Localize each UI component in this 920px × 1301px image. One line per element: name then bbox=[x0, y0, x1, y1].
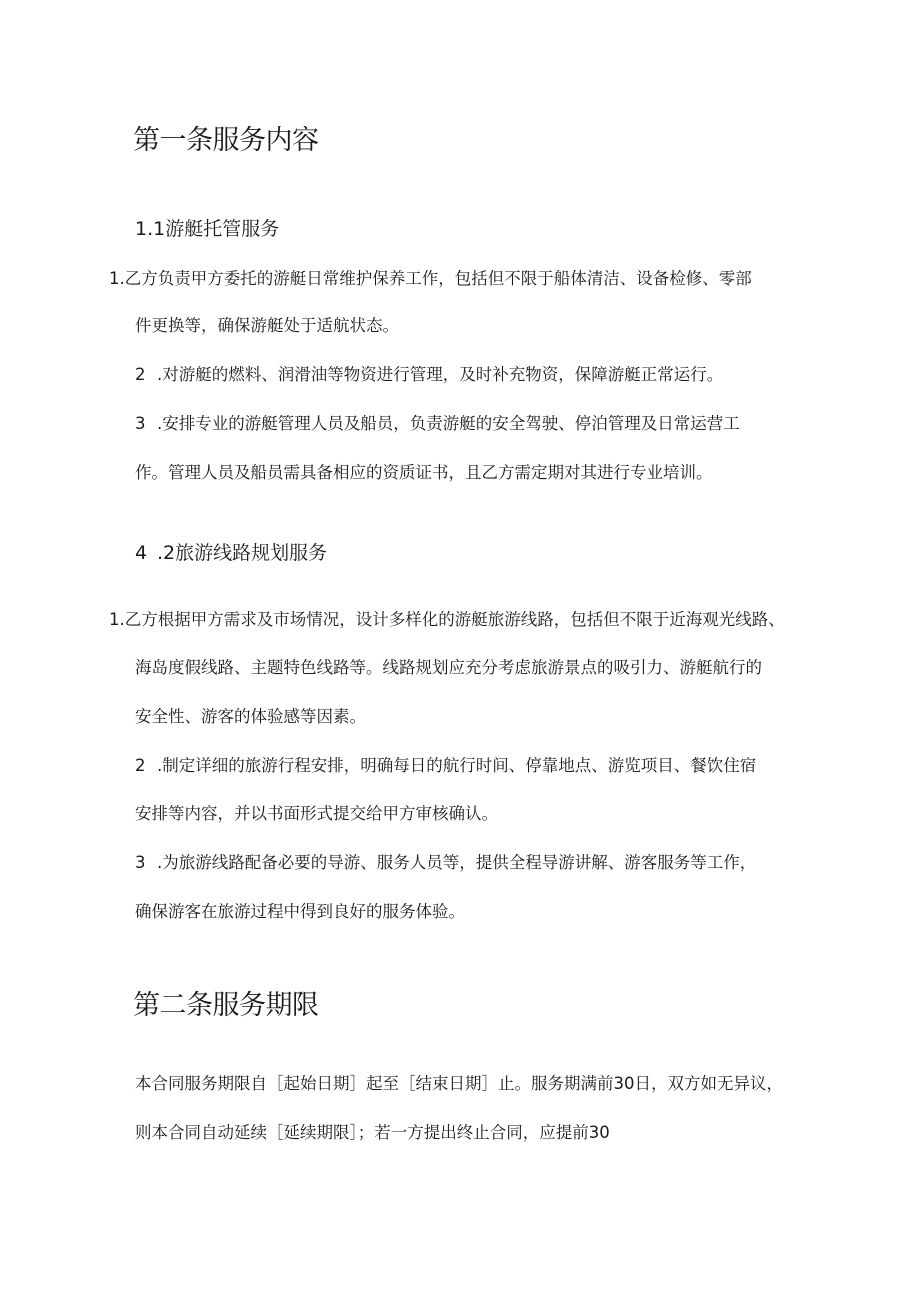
article-2-title: 第二条服务期限 bbox=[133, 990, 319, 1021]
section-1-2-text: .2旅游线路规划服务 bbox=[157, 542, 328, 564]
s2-item2-text: .制定详细的旅游行程安排，明确每日的航行时间、停靠地点、游览项目、餐饮住宿 bbox=[157, 756, 757, 775]
s1-item2-number: 2 bbox=[135, 365, 146, 384]
s1-item3-text: .安排专业的游艇管理人员及船员，负责游艇的安全驾驶、停泊管理及日常运营工 bbox=[157, 414, 740, 433]
s2-item1-line3: 安全性、游客的体验感等因素。 bbox=[135, 707, 366, 726]
section-1-2-number: 4 bbox=[135, 542, 148, 564]
section-1-2-heading bbox=[135, 540, 327, 566]
s2-item2 bbox=[135, 754, 756, 778]
s1-item2-text: .对游艇的燃料、润滑油等物资进行管理，及时补充物资，保障游艇正常运行。 bbox=[157, 365, 724, 384]
s2-item3 bbox=[135, 851, 756, 875]
a2-line1: 本合同服务期限自［起始日期］起至［结束日期］止。服务期满前30日，双方如无异议， bbox=[135, 1074, 783, 1093]
s1-item3-line2: 作。管理人员及船员需具备相应的资质证书，且乙方需定期对其进行专业培训。 bbox=[135, 463, 713, 482]
article-1-title: 第一条服务内容 bbox=[133, 125, 319, 156]
s2-item2-number: 2 bbox=[135, 756, 146, 775]
s2-item3-line2: 确保游客在旅游过程中得到良好的服务体验。 bbox=[135, 902, 465, 921]
s2-item1-line1: 1.乙方根据甲方需求及市场情况，设计多样化的游艇旅游线路，包括但不限于近海观光线路、 bbox=[109, 610, 785, 629]
s2-item1-line2: 海岛度假线路、主题特色线路等。线路规划应充分考虑旅游景点的吸引力、游艇航行的 bbox=[135, 658, 762, 677]
s1-item1-line1: 1.乙方负责甲方委托的游艇日常维护保养工作，包括但不限于船体清洁、设备检修、零部 bbox=[109, 269, 752, 288]
s1-item3 bbox=[135, 412, 740, 436]
s1-item2 bbox=[135, 363, 723, 387]
s1-item1-line2: 件更换等，确保游艇处于适航状态。 bbox=[135, 316, 399, 335]
section-1-1-heading: 1.1游艇托管服务 bbox=[135, 218, 280, 240]
s2-item3-number: 3 bbox=[135, 853, 146, 872]
a2-line2: 则本合同自动延续［延续期限］；若一方提出终止合同，应提前30 bbox=[135, 1123, 610, 1142]
s1-item3-number: 3 bbox=[135, 414, 146, 433]
s2-item3-text: .为旅游线路配备必要的导游、服务人员等，提供全程导游讲解、游客服务等工作， bbox=[157, 853, 757, 872]
s2-item2-line2: 安排等内容，并以书面形式提交给甲方审核确认。 bbox=[135, 804, 498, 823]
